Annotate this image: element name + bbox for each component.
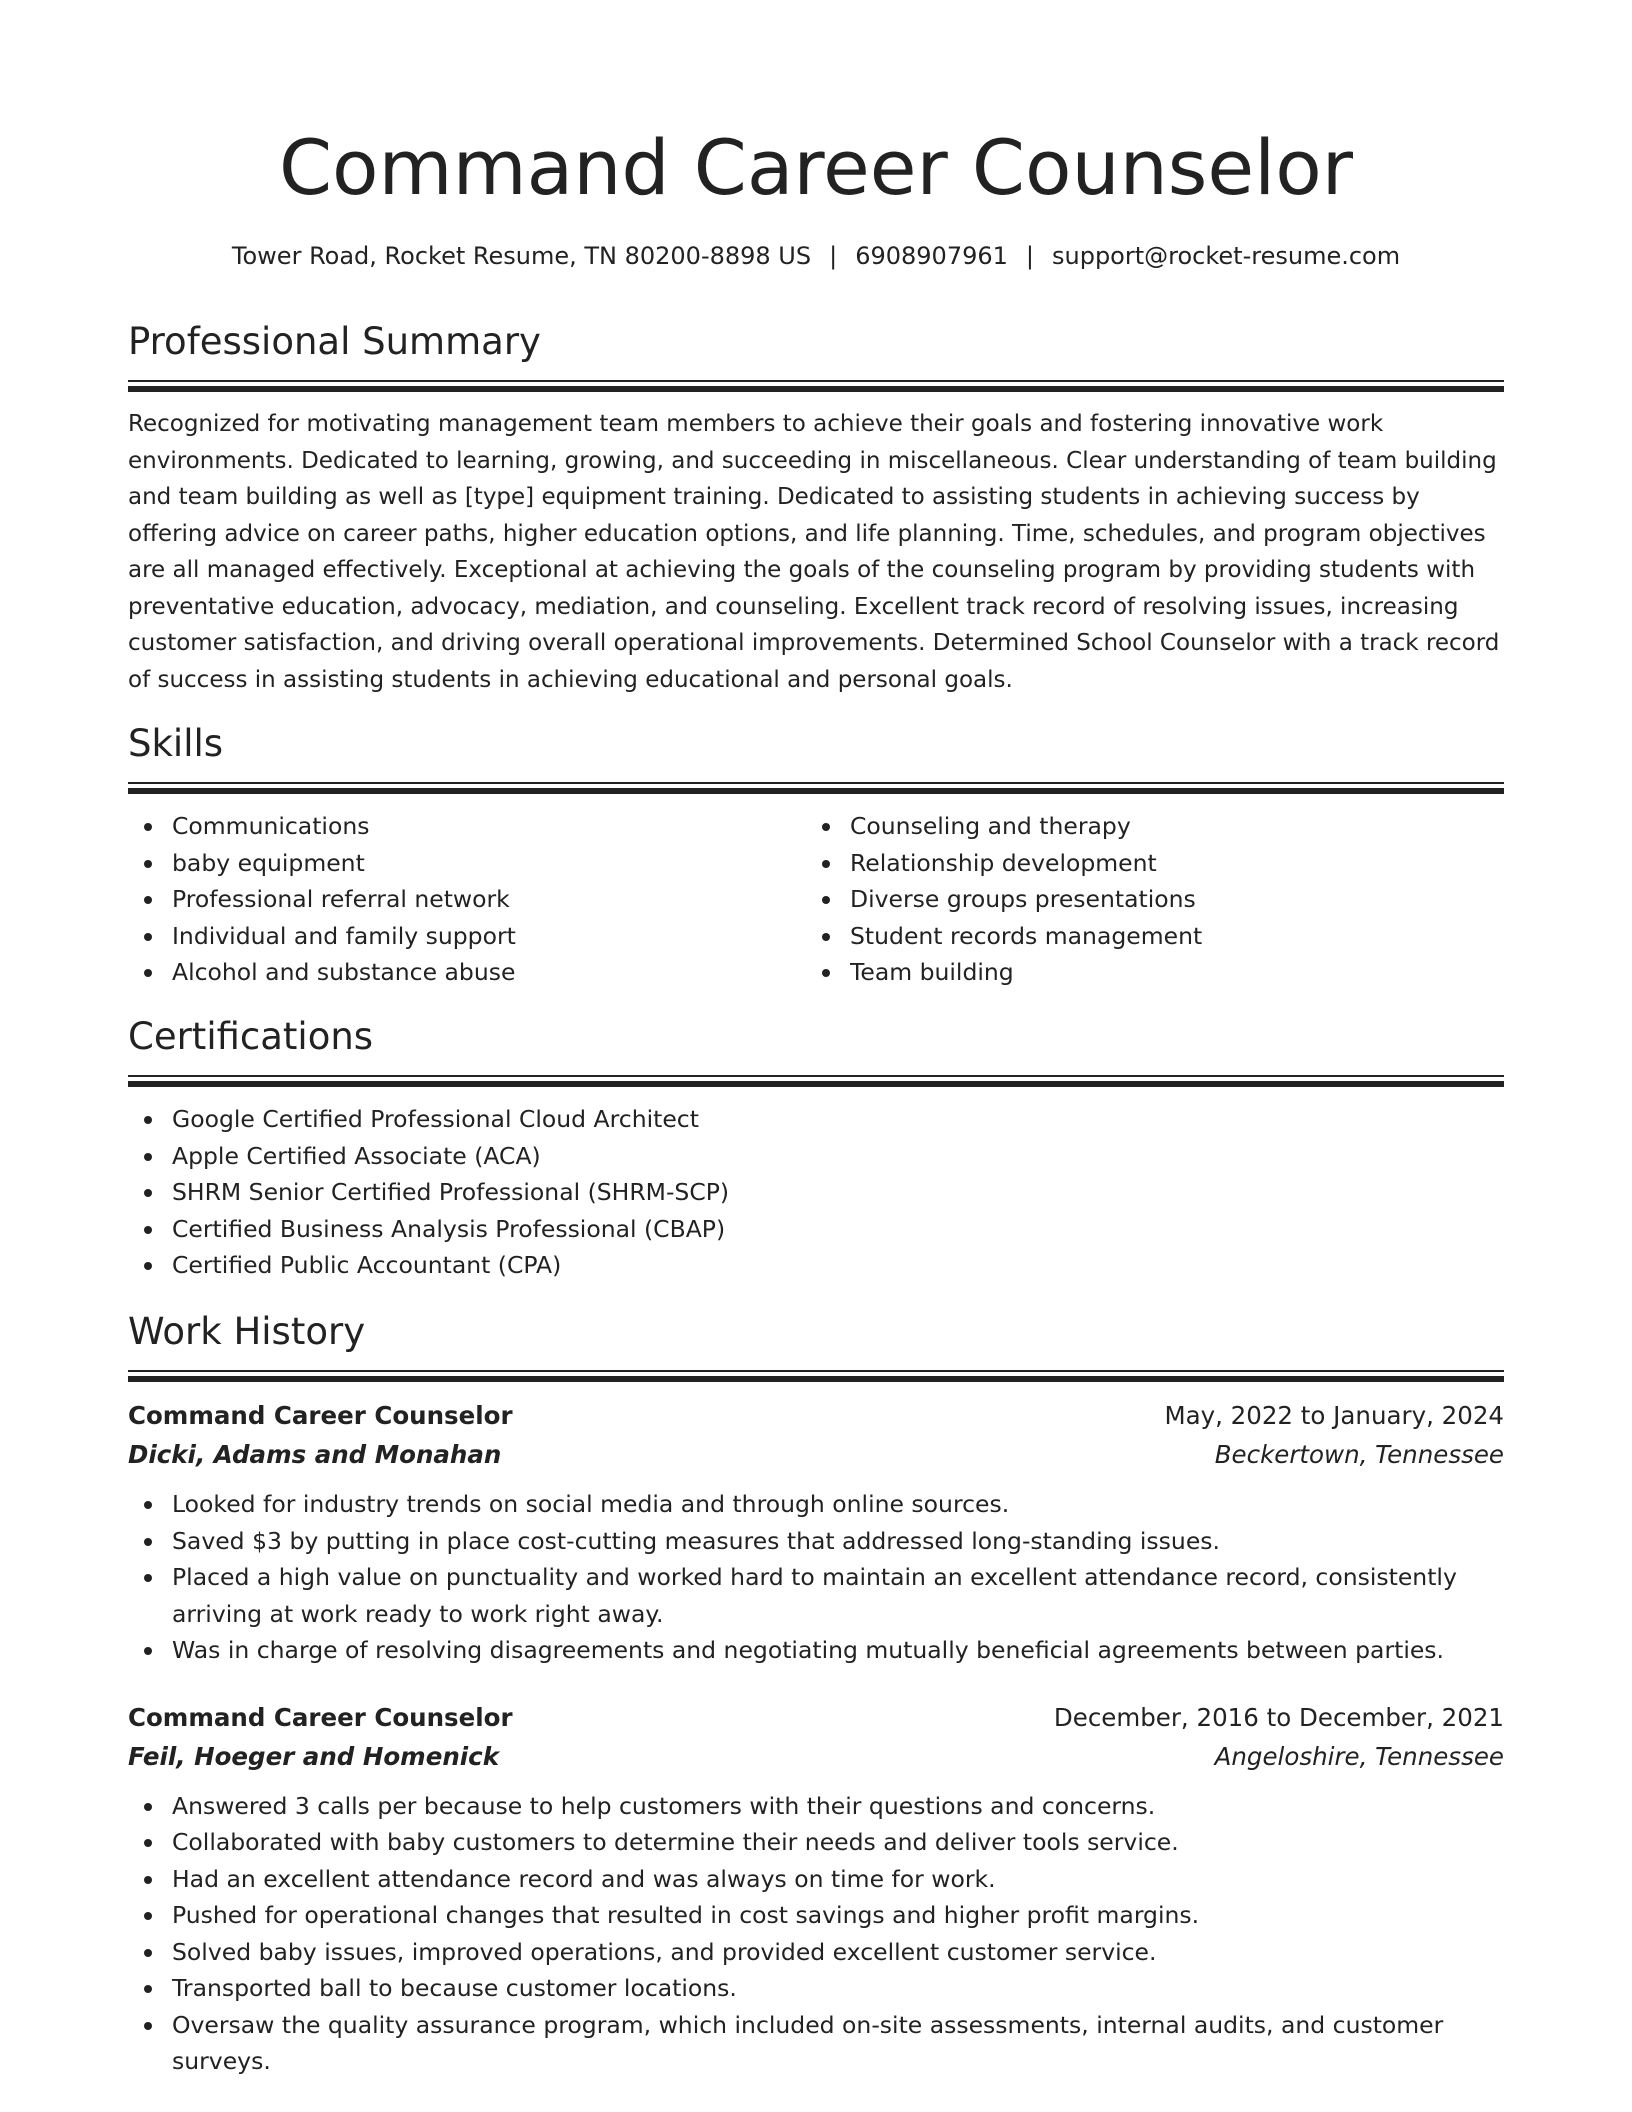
contact-phone: 6908907961: [855, 242, 1008, 270]
section-divider: [128, 1370, 1504, 1384]
certification-item: Google Certified Professional Cloud Architect: [128, 1101, 1504, 1138]
skill-item: Individual and family support: [128, 918, 806, 955]
work-history-section: [128, 1308, 1504, 2080]
section-divider: [128, 380, 1504, 394]
summary-text: Recognized for motivating management team members to achieve their goals and fostering innovative work environments. Dedicated to learning, growing, and succeeding in miscellaneous. Clear understanding of team building and team building as well as [type] equipment training. Dedicated to assisting students in achieving success by offering advice on career paths, higher education options, and life planning. Time, schedules, and program objectives are all managed effectively. Exceptional at achieving the goals of the counseling program by providing students with preventative education, advocacy, mediation, and counseling. Excellent track record of resolving issues, increasing customer satisfaction, and driving overall operational improvements. Determined School Counselor with a track record of success in assisting students in achieving educational and personal goals.: [128, 411, 1500, 693]
job-bullet: Pushed for operational changes that resulted in cost savings and higher profit margins.: [128, 1897, 1504, 1934]
job-location: Beckertown, Tennessee: [1214, 1440, 1504, 1469]
job-bullet: Oversaw the quality assurance program, which included on-site assessments, internal audits, and customer surveys.: [128, 2007, 1504, 2080]
contact-separator: |: [1025, 242, 1034, 270]
job-entry: [128, 1396, 1504, 1669]
contact-line: [128, 238, 1504, 274]
job-bullet: Had an excellent attendance record and was always on time for work.: [128, 1861, 1504, 1898]
job-bullet: Saved $3 by putting in place cost-cutting measures that addressed long-standing issues.: [128, 1523, 1504, 1560]
job-bullets: [128, 1788, 1504, 2080]
summary-section: [128, 318, 1504, 698]
skill-item: baby equipment: [128, 845, 806, 882]
contact-address: Tower Road, Rocket Resume, TN 80200-8898 US: [231, 242, 812, 270]
contact-separator: |: [829, 242, 838, 270]
skills-section: [128, 720, 1504, 991]
job-dates: May, 2022 to January, 2024: [1164, 1401, 1504, 1430]
job-bullet: Transported ball to because customer locations.: [128, 1970, 1504, 2007]
job-entry: [128, 1698, 1504, 2080]
certifications-section: [128, 1013, 1504, 1284]
skill-item: Professional referral network: [128, 881, 806, 918]
skill-item: Student records management: [806, 918, 1484, 955]
job-subheader: [128, 1435, 1504, 1474]
skills-list-left: [128, 808, 806, 991]
certification-item: SHRM Senior Certified Professional (SHRM-SCP): [128, 1174, 1504, 1211]
skill-item: Counseling and therapy: [806, 808, 1484, 845]
skill-item: Team building: [806, 954, 1484, 991]
job-bullet: Solved baby issues, improved operations, and provided excellent customer service.: [128, 1934, 1504, 1971]
job-header: [128, 1396, 1504, 1435]
job-bullet: Collaborated with baby customers to determine their needs and deliver tools service.: [128, 1824, 1504, 1861]
certification-item: Apple Certified Associate (ACA): [128, 1138, 1504, 1175]
certification-item: Certified Business Analysis Professional (CBAP): [128, 1211, 1504, 1248]
job-dates: December, 2016 to December, 2021: [1053, 1702, 1504, 1732]
job-title: Command Career Counselor: [128, 1702, 513, 1732]
certification-item: Certified Public Accountant (CPA): [128, 1247, 1504, 1284]
section-divider: [128, 1075, 1504, 1089]
section-title-summary: Professional Summary: [128, 320, 541, 363]
skill-item: Diverse groups presentations: [806, 881, 1484, 918]
job-title: Command Career Counselor: [128, 1401, 513, 1430]
job-subheader: [128, 1737, 1504, 1776]
job-bullet: Answered 3 calls per because to help customers with their questions and concerns.: [128, 1788, 1504, 1825]
skill-item: Relationship development: [806, 845, 1484, 882]
section-title-work-history: Work History: [128, 1310, 366, 1353]
job-company: Dicki, Adams and Monahan: [128, 1440, 502, 1469]
job-location: Angeloshire, Tennessee: [1214, 1741, 1504, 1771]
job-company: Feil, Hoeger and Homenick: [128, 1741, 499, 1771]
section-title-certifications: Certifications: [128, 1015, 374, 1058]
job-header: [128, 1698, 1504, 1737]
section-title-skills: Skills: [128, 722, 224, 765]
job-bullet: Was in charge of resolving disagreements and negotiating mutually beneficial agreements between parties.: [128, 1632, 1504, 1669]
job-bullets: [128, 1486, 1504, 1669]
skills-grid: [128, 808, 1504, 991]
job-bullet: Placed a high value on punctuality and worked hard to maintain an excellent attendance record, consistently arriving at work ready to work right away.: [128, 1559, 1504, 1632]
certifications-list: [128, 1101, 1504, 1284]
job-bullet: Looked for industry trends on social media and through online sources.: [128, 1486, 1504, 1523]
section-divider: [128, 782, 1504, 796]
skills-list-right: [806, 808, 1484, 991]
resume-name: Command Career Counselor: [278, 123, 1354, 212]
skill-item: Communications: [128, 808, 806, 845]
contact-email: support@rocket-resume.com: [1052, 242, 1401, 270]
skill-item: Alcohol and substance abuse: [128, 954, 806, 991]
